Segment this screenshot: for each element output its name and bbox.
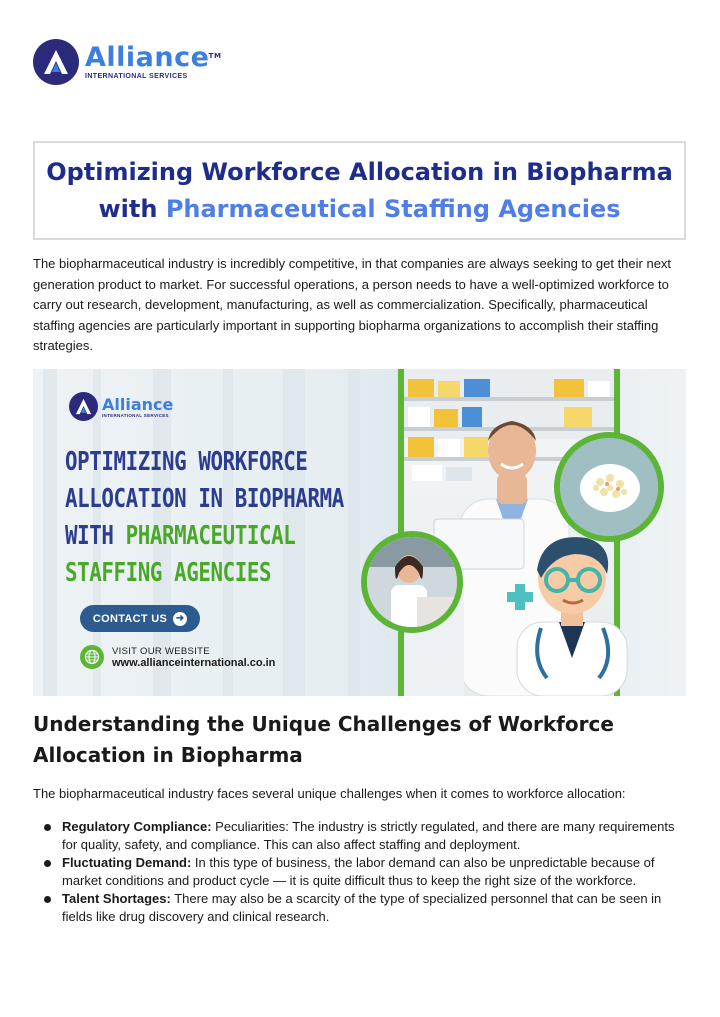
arrow-right-icon: ➜ [173,612,187,626]
trademark-mark: TM [208,52,222,60]
challenges-intro-paragraph: The biopharmaceutical industry faces several unique challenges when it comes to workforce allocation: [33,786,626,801]
list-item-term: Talent Shortages: [62,891,171,906]
banner-logo [69,392,173,421]
banner-headline-line1: OPTIMIZING WORKFORCE [65,447,308,477]
document-title-box [33,141,686,240]
cartoon-doctor-illustration [495,518,645,696]
banner-logo-subtitle: INTERNATIONAL SERVICES [102,412,169,418]
list-item-term: Regulatory Compliance: [62,819,212,834]
logo-name: Alliance TM [85,42,222,73]
logo-subtitle: INTERNATIONAL SERVICES [85,73,188,80]
list-item [33,890,689,926]
contact-us-label: CONTACT US [92,612,168,625]
banner-headline-line2: ALLOCATION IN BIOPHARMA [65,484,344,514]
alliance-logo-icon [33,39,79,85]
banner-headline [65,444,344,592]
contact-us-button[interactable] [80,605,200,632]
challenges-list [33,818,689,926]
banner-logo-icon [69,392,98,421]
document-title-line2: with Pharmaceutical Staffing Agencies [98,194,621,223]
list-item [33,818,689,854]
banner-headline-accent: PHARMACEUTICAL [125,521,296,551]
banner-headline-line4: STAFFING AGENCIES [65,558,272,588]
title-accent: Pharmaceutical Staffing Agencies [165,194,621,223]
visit-website-label: VISIT OUR WEBSITE [112,645,210,657]
banner-logo-name: Alliance [102,394,174,414]
promo-banner[interactable] [33,369,686,696]
website-url: www.allianceinternational.co.in [112,656,276,669]
intro-paragraph: The biopharmaceutical industry is incredibly competitive, in that companies are always seeking to get their next generation product to market. For successful operations, a person needs to have a well-optimized workforce to carry out research, development, manufacturing, as well as commercialization. Specifically, pharmaceutical staffing agencies are particularly important in supporting biopharma organizations to accomplish their staffing strategies. [33,256,672,353]
pharmacist-woman-photo [361,531,463,633]
list-item-text: In this type of business, the labor demand can also be unpredictable because of market conditions and product cycle — it is quite difficult thus to keep the right size of the workforce. [62,855,655,888]
challenges-heading: Understanding the Unique Challenges of Workforce Allocation in Biopharma [33,712,614,767]
visit-website-link[interactable] [80,645,275,669]
banner-headline-line3: WITH PHARMACEUTICAL [65,521,296,551]
document-title-line1: Optimizing Workforce Allocation in Biopharma [46,157,673,186]
list-item-term: Fluctuating Demand: [62,855,192,870]
list-item-text: There may also be a scarcity of the type of specialized personnel that can be seen in fields like drug discovery and clinical research. [62,891,662,924]
list-item [33,854,689,890]
globe-icon [80,645,104,669]
company-logo[interactable] [33,38,222,86]
list-item-text: Peculiarities: The industry is strictly regulated, and there are many requirements for quality, safety, and compliance. This can also affect staffing and deployment. [62,819,675,852]
